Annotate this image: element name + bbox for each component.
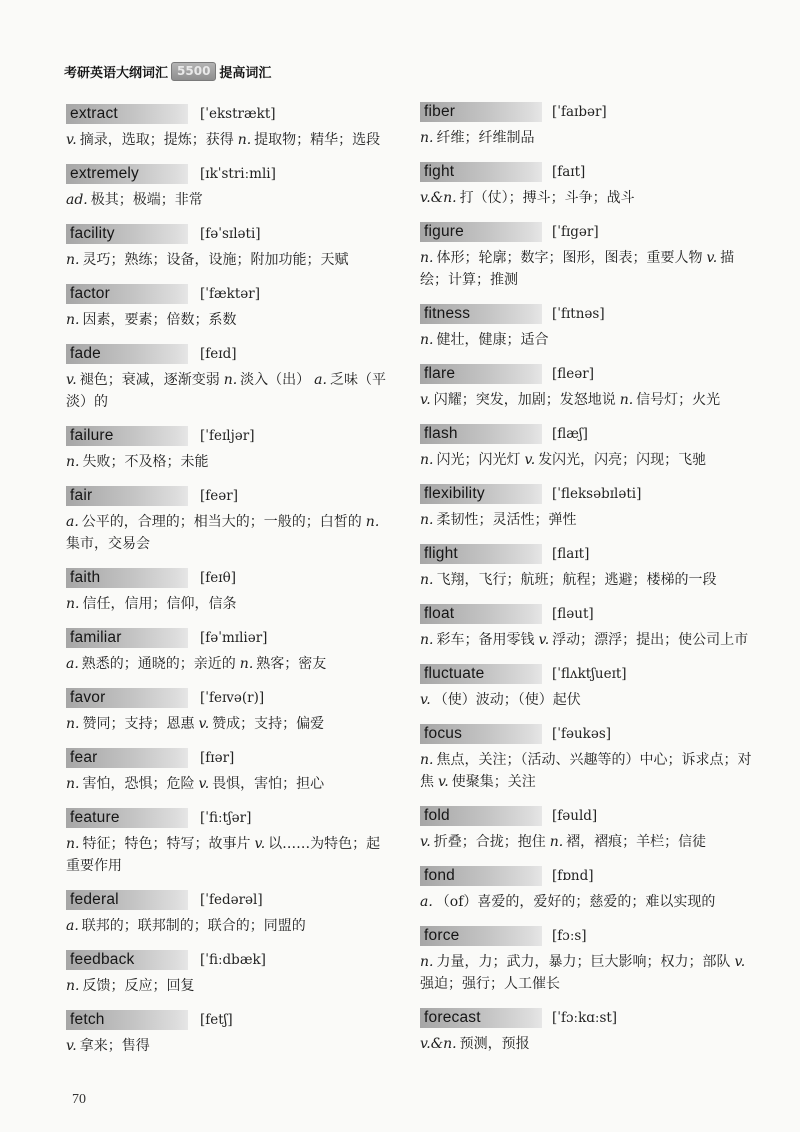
definition — [66, 249, 388, 271]
phonetic: [fɔːs] — [552, 928, 587, 944]
part-of-speech: v. — [538, 632, 550, 648]
part-of-speech: n. — [420, 752, 434, 768]
definition — [66, 511, 388, 555]
phonetic: [ɪkˈstriːmli] — [200, 166, 276, 182]
sense — [538, 632, 748, 648]
phonetic: [fɒnd] — [552, 868, 594, 884]
part-of-speech: n. — [420, 632, 434, 648]
header-title-right: 提高词汇 — [219, 65, 272, 81]
part-of-speech: n. — [365, 514, 380, 530]
entry-head — [66, 104, 388, 124]
entry-fluctuate — [420, 664, 760, 711]
entry-head — [66, 748, 388, 768]
part-of-speech: v. — [524, 452, 536, 468]
headword: force — [420, 926, 542, 946]
headword: fade — [66, 344, 188, 364]
phonetic: [ˈfaɪbər] — [552, 104, 607, 120]
entry-facility — [66, 224, 388, 271]
sense-text: 彩车；备用零钱 — [436, 632, 535, 648]
entry-federal — [66, 890, 388, 937]
headword: facility — [66, 224, 188, 244]
sense-text: 描绘；计算；推测 — [420, 250, 735, 288]
sense — [66, 192, 203, 208]
sense-text: 使聚集；关注 — [451, 774, 536, 790]
phonetic: [fleər] — [552, 366, 594, 382]
sense-text: 集市，交易会 — [66, 536, 150, 552]
sense-text: 反馈；反应；回复 — [82, 978, 195, 994]
headword: fair — [66, 486, 188, 506]
part-of-speech: n. — [66, 836, 80, 852]
phonetic: [ˈfleksəbɪləti] — [552, 486, 642, 502]
entry-fetch — [66, 1010, 388, 1057]
definition — [420, 569, 760, 591]
part-of-speech: v. — [66, 132, 77, 148]
sense — [66, 312, 236, 328]
part-of-speech: n. — [66, 454, 80, 470]
part-of-speech: v. — [734, 954, 746, 970]
entry-extremely — [66, 164, 388, 211]
sense — [420, 392, 616, 408]
entry-head — [420, 926, 760, 946]
entry-factor — [66, 284, 388, 331]
entry-flexibility — [420, 484, 760, 531]
part-of-speech: n. — [66, 776, 80, 792]
sense — [66, 836, 250, 852]
sense-text: 打（仗）；搏斗；斗争；战斗 — [459, 190, 635, 206]
sense — [198, 716, 324, 732]
part-of-speech: n. — [66, 252, 80, 268]
sense — [420, 834, 546, 850]
entry-head — [66, 344, 388, 364]
entry-fitness — [420, 304, 760, 351]
entry-head — [420, 806, 760, 826]
sense-text: 柔韧性；灵活性；弹性 — [436, 512, 577, 528]
entry-fiber — [420, 102, 760, 149]
entry-head — [66, 950, 388, 970]
headword: fluctuate — [420, 664, 542, 684]
sense — [420, 894, 715, 910]
part-of-speech: n. — [66, 596, 80, 612]
definition — [66, 713, 388, 735]
entry-head — [66, 486, 388, 506]
entry-fear — [66, 748, 388, 795]
definition — [66, 833, 388, 877]
part-of-speech: v. — [198, 716, 210, 732]
headword: fetch — [66, 1010, 188, 1030]
entry-focus — [420, 724, 760, 793]
part-of-speech: v. — [66, 372, 77, 388]
phonetic: [feər] — [200, 488, 238, 504]
headword: failure — [66, 426, 188, 446]
entry-head — [420, 102, 760, 122]
sense-text: 以……为特色；起重要作用 — [66, 836, 381, 874]
entry-flight — [420, 544, 760, 591]
part-of-speech: a. — [66, 514, 79, 530]
sense-text: 因素，要素；倍数；系数 — [82, 312, 237, 328]
definition — [66, 975, 388, 997]
sense — [66, 716, 194, 732]
part-of-speech: n. — [223, 372, 238, 388]
part-of-speech: v. — [420, 392, 431, 408]
sense-text: 体形；轮廓；数字；图形，图表；重要人物 — [436, 250, 703, 266]
sense — [66, 372, 220, 388]
entry-head — [420, 484, 760, 504]
part-of-speech: v.&n. — [420, 190, 457, 206]
sense-text: 力量，力；武力，暴力；巨大影响；权力；部队 — [436, 954, 731, 970]
part-of-speech: n. — [420, 452, 434, 468]
sense — [66, 978, 194, 994]
entry-float — [420, 604, 760, 651]
sense-text: 折叠；合拢；抱住 — [433, 834, 546, 850]
definition — [420, 1033, 760, 1055]
entry-head — [420, 544, 760, 564]
entry-head — [66, 808, 388, 828]
phonetic: [feɪθ] — [200, 570, 236, 586]
sense — [198, 776, 324, 792]
phonetic: [fləut] — [552, 606, 594, 622]
entry-failure — [66, 426, 388, 473]
part-of-speech: v. — [438, 774, 449, 790]
sense-text: 信号灯；火光 — [636, 392, 721, 408]
sense-text: 赞成；支持；偏爱 — [212, 716, 325, 732]
sense-text: 熟悉的；通晓的；亲近的 — [81, 656, 236, 672]
entry-head — [420, 162, 760, 182]
sense-text: 极其；极端；非常 — [90, 192, 203, 208]
header-title-left: 考研英语大纲词汇 — [64, 65, 169, 81]
sense — [238, 132, 380, 148]
sense — [66, 132, 234, 148]
sense-text: 浮动；漂浮；提出；使公司上市 — [552, 632, 749, 648]
sense-text: 褪色；衰减，逐渐变弱 — [79, 372, 220, 388]
part-of-speech: n. — [420, 572, 434, 588]
phonetic: [fetʃ] — [200, 1012, 233, 1028]
part-of-speech: n. — [66, 978, 80, 994]
phonetic: [fəuld] — [552, 808, 598, 824]
headword: federal — [66, 890, 188, 910]
part-of-speech: n. — [66, 716, 80, 732]
headword: forecast — [420, 1008, 542, 1028]
sense — [66, 454, 208, 470]
sense — [420, 632, 534, 648]
sense-text: 闪耀；突发，加剧；发怒地说 — [433, 392, 616, 408]
phonetic: [ˈfiːtʃər] — [200, 810, 252, 826]
headword: figure — [420, 222, 542, 242]
phonetic: [fɪər] — [200, 750, 235, 766]
headword: favor — [66, 688, 188, 708]
definition — [420, 749, 760, 793]
entry-favor — [66, 688, 388, 735]
sense-text: 失败；不及格；未能 — [82, 454, 209, 470]
headword: faith — [66, 568, 188, 588]
entry-head — [420, 424, 760, 444]
part-of-speech: n. — [619, 392, 634, 408]
sense-text: 乏味（平淡）的 — [66, 372, 386, 410]
phonetic: [ˈflʌktʃueɪt] — [552, 666, 627, 682]
entry-fade — [66, 344, 388, 413]
definition — [66, 309, 388, 331]
definition — [66, 915, 388, 937]
sense-text: 健壮，健康；适合 — [436, 332, 549, 348]
sense-text: 提取物；精华；选段 — [254, 132, 381, 148]
part-of-speech: n. — [549, 834, 564, 850]
entry-head — [420, 364, 760, 384]
definition — [66, 773, 388, 795]
entry-head — [420, 1008, 760, 1028]
sense — [66, 252, 348, 268]
phonetic: [feɪd] — [200, 346, 237, 362]
page-header — [64, 61, 271, 81]
headword: float — [420, 604, 542, 624]
definition — [66, 129, 388, 151]
sense-text: （of）喜爱的，爱好的；慈爱的；难以实现的 — [435, 894, 716, 910]
entry-feedback — [66, 950, 388, 997]
definition — [420, 629, 760, 651]
part-of-speech: a. — [314, 372, 327, 388]
entry-extract — [66, 104, 388, 151]
headword: fitness — [420, 304, 542, 324]
phonetic: [ˈfɪtnəs] — [552, 306, 605, 322]
part-of-speech: n. — [420, 512, 434, 528]
headword: fond — [420, 866, 542, 886]
headword: focus — [420, 724, 542, 744]
headword: extract — [66, 104, 188, 124]
definition — [66, 593, 388, 615]
part-of-speech: v. — [420, 834, 431, 850]
definition — [420, 389, 760, 411]
sense-text: 摘录，选取；提炼；获得 — [79, 132, 234, 148]
headword: extremely — [66, 164, 188, 184]
sense — [550, 834, 706, 850]
phonetic: [flaɪt] — [552, 546, 590, 562]
definition — [66, 369, 388, 413]
sense-text: 联邦的；联邦制的；联合的；同盟的 — [81, 918, 306, 934]
definition — [66, 451, 388, 473]
sense — [420, 692, 581, 708]
phonetic: [faɪt] — [552, 164, 586, 180]
definition — [66, 1035, 388, 1057]
sense-text: 焦点，关注；（活动、兴趣等的）中心；诉求点；对焦 — [420, 752, 752, 790]
sense-text: 特征；特色；特写；故事片 — [82, 836, 251, 852]
definition — [420, 509, 760, 531]
left-column — [66, 104, 388, 1070]
entry-head — [66, 1010, 388, 1030]
sense — [524, 452, 706, 468]
part-of-speech: n. — [420, 332, 434, 348]
entry-flare — [420, 364, 760, 411]
part-of-speech: n. — [66, 312, 80, 328]
entry-feature — [66, 808, 388, 877]
entry-fight — [420, 162, 760, 209]
entry-head — [66, 284, 388, 304]
phonetic: [ˈfeɪljər] — [200, 428, 255, 444]
sense — [420, 130, 534, 146]
sense — [240, 656, 326, 672]
sense — [66, 596, 236, 612]
sense — [438, 774, 536, 790]
phonetic: [ˈekstrækt] — [200, 106, 276, 122]
entry-head — [420, 604, 760, 624]
phonetic: [ˈfəukəs] — [552, 726, 612, 742]
phonetic: [ˈfiːdbæk] — [200, 952, 266, 968]
sense-text: 公平的，合理的；相当大的；一般的；白皙的 — [81, 514, 362, 530]
headword: familiar — [66, 628, 188, 648]
headword: fold — [420, 806, 542, 826]
part-of-speech: n. — [237, 132, 252, 148]
definition — [420, 891, 760, 913]
sense — [66, 1038, 150, 1054]
headword: feedback — [66, 950, 188, 970]
sense — [66, 656, 236, 672]
sense — [66, 918, 306, 934]
headword: flare — [420, 364, 542, 384]
entry-fond — [420, 866, 760, 913]
sense — [420, 250, 702, 266]
sense-text: 预测，预报 — [459, 1036, 530, 1052]
part-of-speech: v. — [198, 776, 210, 792]
sense-text: 飞翔，飞行；航班；航程；逃避；楼梯的一段 — [436, 572, 717, 588]
headword: fear — [66, 748, 188, 768]
header-badge: 5500 — [171, 62, 216, 81]
sense — [420, 332, 548, 348]
sense-text: 灵巧；熟练；设备，设施；附加功能；天赋 — [82, 252, 349, 268]
definition — [420, 449, 760, 471]
entry-head — [420, 222, 760, 242]
sense — [420, 452, 520, 468]
entry-head — [66, 224, 388, 244]
definition — [66, 189, 388, 211]
part-of-speech: v.&n. — [420, 1036, 457, 1052]
definition — [420, 247, 760, 291]
sense-text: 强迫；强行；人工催长 — [420, 976, 560, 992]
entry-fair — [66, 486, 388, 555]
entry-forecast — [420, 1008, 760, 1055]
sense — [420, 1036, 530, 1052]
sense-text: 信任，信用；信仰，信条 — [82, 596, 237, 612]
sense-text: 赞同；支持；恩惠 — [82, 716, 195, 732]
headword: flash — [420, 424, 542, 444]
sense-text: （使）波动；（使）起伏 — [433, 692, 581, 708]
phonetic: [flæʃ] — [552, 426, 588, 442]
sense-text: 害怕，恐惧；危险 — [82, 776, 195, 792]
headword: fight — [420, 162, 542, 182]
sense — [420, 572, 716, 588]
headword: factor — [66, 284, 188, 304]
sense-text: 褶，褶痕；羊栏；信徒 — [566, 834, 707, 850]
headword: flight — [420, 544, 542, 564]
headword: flexibility — [420, 484, 542, 504]
sense — [66, 514, 362, 530]
part-of-speech: v. — [706, 250, 718, 266]
entry-figure — [420, 222, 760, 291]
sense — [224, 372, 310, 388]
sense — [66, 776, 194, 792]
entry-head — [66, 164, 388, 184]
sense-text: 闪光；闪光灯 — [436, 452, 521, 468]
entry-head — [420, 724, 760, 744]
sense — [420, 190, 635, 206]
headword: fiber — [420, 102, 542, 122]
phonetic: [ˈfɪgər] — [552, 224, 599, 240]
definition — [420, 329, 760, 351]
sense — [620, 392, 720, 408]
part-of-speech: n. — [420, 130, 434, 146]
definition — [420, 951, 760, 995]
part-of-speech: a. — [66, 656, 79, 672]
sense-text: 熟客；密友 — [256, 656, 327, 672]
entry-familiar — [66, 628, 388, 675]
entry-head — [420, 866, 760, 886]
sense — [420, 512, 576, 528]
entry-head — [420, 304, 760, 324]
part-of-speech: n. — [420, 250, 434, 266]
part-of-speech: n. — [420, 954, 434, 970]
entry-head — [66, 890, 388, 910]
phonetic: [ˈfeɪvə(r)] — [200, 690, 265, 706]
sense-text: 纤维；纤维制品 — [436, 130, 535, 146]
definition — [420, 187, 760, 209]
part-of-speech: a. — [66, 918, 79, 934]
part-of-speech: n. — [239, 656, 254, 672]
definition — [66, 653, 388, 675]
phonetic: [fəˈmɪliər] — [200, 630, 268, 646]
part-of-speech: v. — [254, 836, 266, 852]
entry-faith — [66, 568, 388, 615]
part-of-speech: v. — [420, 692, 431, 708]
headword: feature — [66, 808, 188, 828]
part-of-speech: a. — [420, 894, 433, 910]
entry-fold — [420, 806, 760, 853]
definition — [420, 689, 760, 711]
phonetic: [ˈfɔːkɑːst] — [552, 1010, 618, 1026]
entry-force — [420, 926, 760, 995]
entry-head — [66, 628, 388, 648]
sense-text: 发闪光，闪亮；闪现；飞驰 — [538, 452, 707, 468]
entry-head — [66, 688, 388, 708]
entry-head — [66, 568, 388, 588]
entry-flash — [420, 424, 760, 471]
part-of-speech: ad. — [66, 192, 88, 208]
sense — [420, 954, 730, 970]
phonetic: [ˈfedərəl] — [200, 892, 263, 908]
definition — [420, 831, 760, 853]
entry-head — [66, 426, 388, 446]
definition — [420, 127, 760, 149]
part-of-speech: v. — [66, 1038, 77, 1054]
sense-text: 畏惧，害怕；担心 — [212, 776, 325, 792]
sense-text: 拿来；售得 — [79, 1038, 150, 1054]
phonetic: [ˈfæktər] — [200, 286, 260, 302]
phonetic: [fəˈsɪləti] — [200, 226, 261, 242]
page-number: 70 — [72, 1092, 86, 1107]
entry-head — [420, 664, 760, 684]
sense-text: 淡入（出） — [240, 372, 311, 388]
right-column — [420, 102, 760, 1068]
